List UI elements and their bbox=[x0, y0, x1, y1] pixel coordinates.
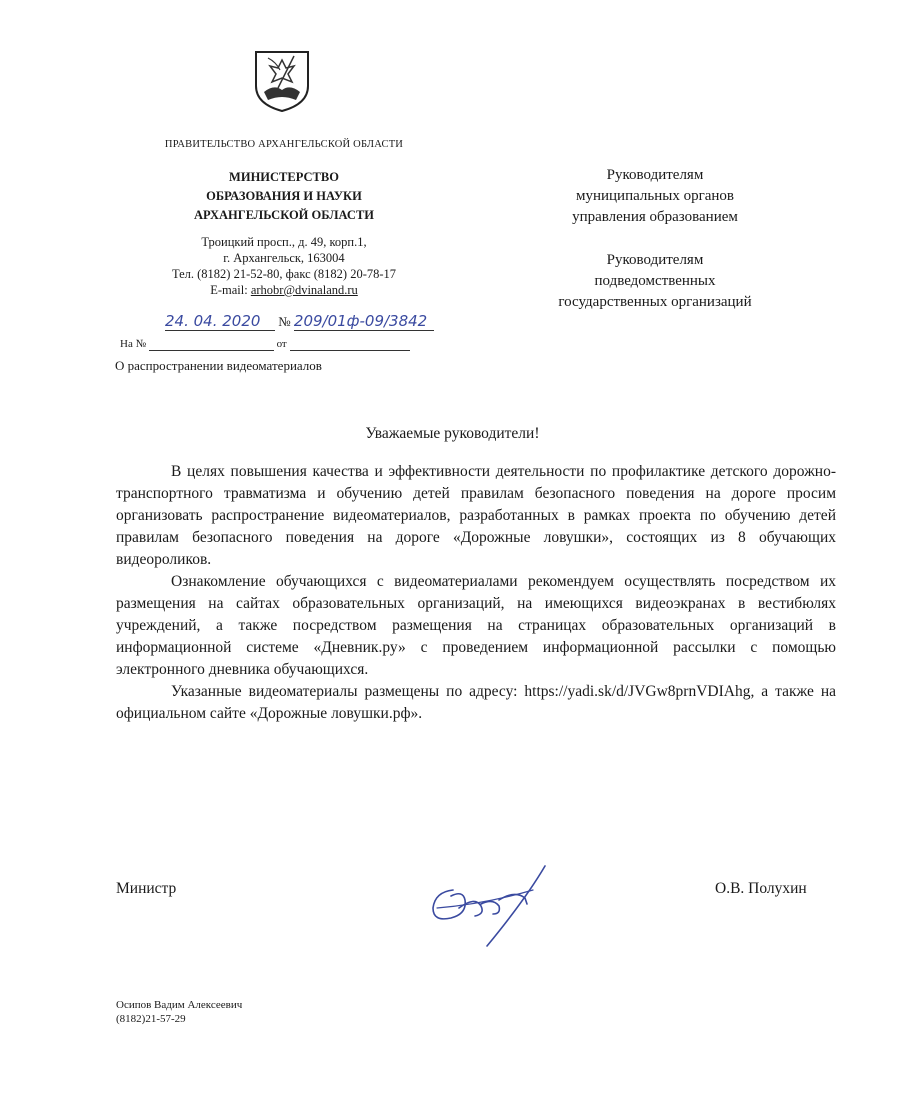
ministry-address bbox=[134, 234, 434, 298]
recipient-block-2 bbox=[505, 250, 805, 313]
body-paragraph: В целях повышения качества и эффективности деятельности по профилактике детского дорожно-транспортного травматизма и обучению детей правилам безопасного поведения на дороге просим организовать распространение видеоматериалов, разработанных в рамках проекта по обучению детей правилам безопасного поведения на дороге «Дорожные ловушки», состоящих из 8 обучающих видеороликов. bbox=[116, 463, 836, 568]
handwritten-signature bbox=[415, 860, 565, 950]
email-line bbox=[134, 282, 434, 298]
recipient-line: муниципальных органов bbox=[575, 188, 735, 204]
ministry-line: ОБРАЗОВАНИЯ И НАУКИ bbox=[206, 189, 362, 203]
recipient-line: Руководителям bbox=[606, 252, 704, 268]
registration-date: 24. 04. 2020 bbox=[165, 312, 275, 331]
number-sign: № bbox=[278, 314, 291, 329]
ministry-name bbox=[134, 168, 434, 225]
body-paragraph: Ознакомление обучающихся с видеоматериалами рекомендуем осуществлять посредством их размещения на сайтах образовательных организаций, на имеющихся видеоэкранах в вестибюлях учреждений, а также посредством размещения на страницах образовательных организаций в информационной системе «Дневник.ру» с проведением информационной рассылки с помощью электронного дневника обучающихся. bbox=[116, 573, 836, 678]
recipient-line: управления образованием bbox=[572, 209, 738, 225]
coat-of-arms-icon bbox=[250, 48, 314, 114]
recipient-line: подведомственных bbox=[594, 273, 716, 289]
address-line: г. Архангельск, 163004 bbox=[223, 251, 345, 265]
email-link[interactable]: arhobr@dvinaland.ru bbox=[250, 283, 358, 297]
address-line: Троицкий просп., д. 49, корп.1, bbox=[201, 235, 367, 249]
reference-number-blank bbox=[149, 338, 274, 351]
government-name: ПРАВИТЕЛЬСТВО АРХАНГЕЛЬСКОЙ ОБЛАСТИ bbox=[164, 139, 404, 150]
ministry-line: МИНИСТЕРСТВО bbox=[229, 170, 339, 184]
reference-line bbox=[120, 338, 440, 351]
executor-phone: (8182)21-57-29 bbox=[116, 1013, 186, 1025]
executor-info bbox=[116, 998, 242, 1026]
reference-date-label: от bbox=[276, 338, 287, 350]
ministry-line: АРХАНГЕЛЬСКОЙ ОБЛАСТИ bbox=[194, 208, 374, 222]
body-paragraph: Указанные видеоматериалы размещены по адресу: https://yadi.sk/d/JVGw8prnVDIAhg, а также на официальном сайте «Дорожные ловушки.рф». bbox=[116, 683, 836, 722]
executor-name: Осипов Вадим Алексеевич bbox=[116, 999, 243, 1011]
letter-subject: О распространении видеоматериалов bbox=[115, 358, 322, 373]
salutation: Уважаемые руководители! bbox=[365, 425, 540, 442]
recipient-block-1 bbox=[505, 165, 805, 228]
reference-number-label: На № bbox=[120, 338, 147, 350]
signatory-position: Министр bbox=[116, 880, 177, 897]
reference-date-blank bbox=[290, 338, 410, 351]
registration-number: 209/01ф-09/3842 bbox=[294, 312, 434, 331]
email-label: E-mail: bbox=[210, 283, 248, 297]
recipient-line: Руководителям bbox=[606, 167, 704, 183]
letter-body bbox=[116, 461, 836, 725]
address-line: Тел. (8182) 21-52-80, факс (8182) 20-78-17 bbox=[171, 267, 397, 281]
registration-line bbox=[165, 312, 445, 331]
recipient-line: государственных организаций bbox=[558, 294, 752, 310]
signatory-name: О.В. Полухин bbox=[715, 880, 807, 897]
